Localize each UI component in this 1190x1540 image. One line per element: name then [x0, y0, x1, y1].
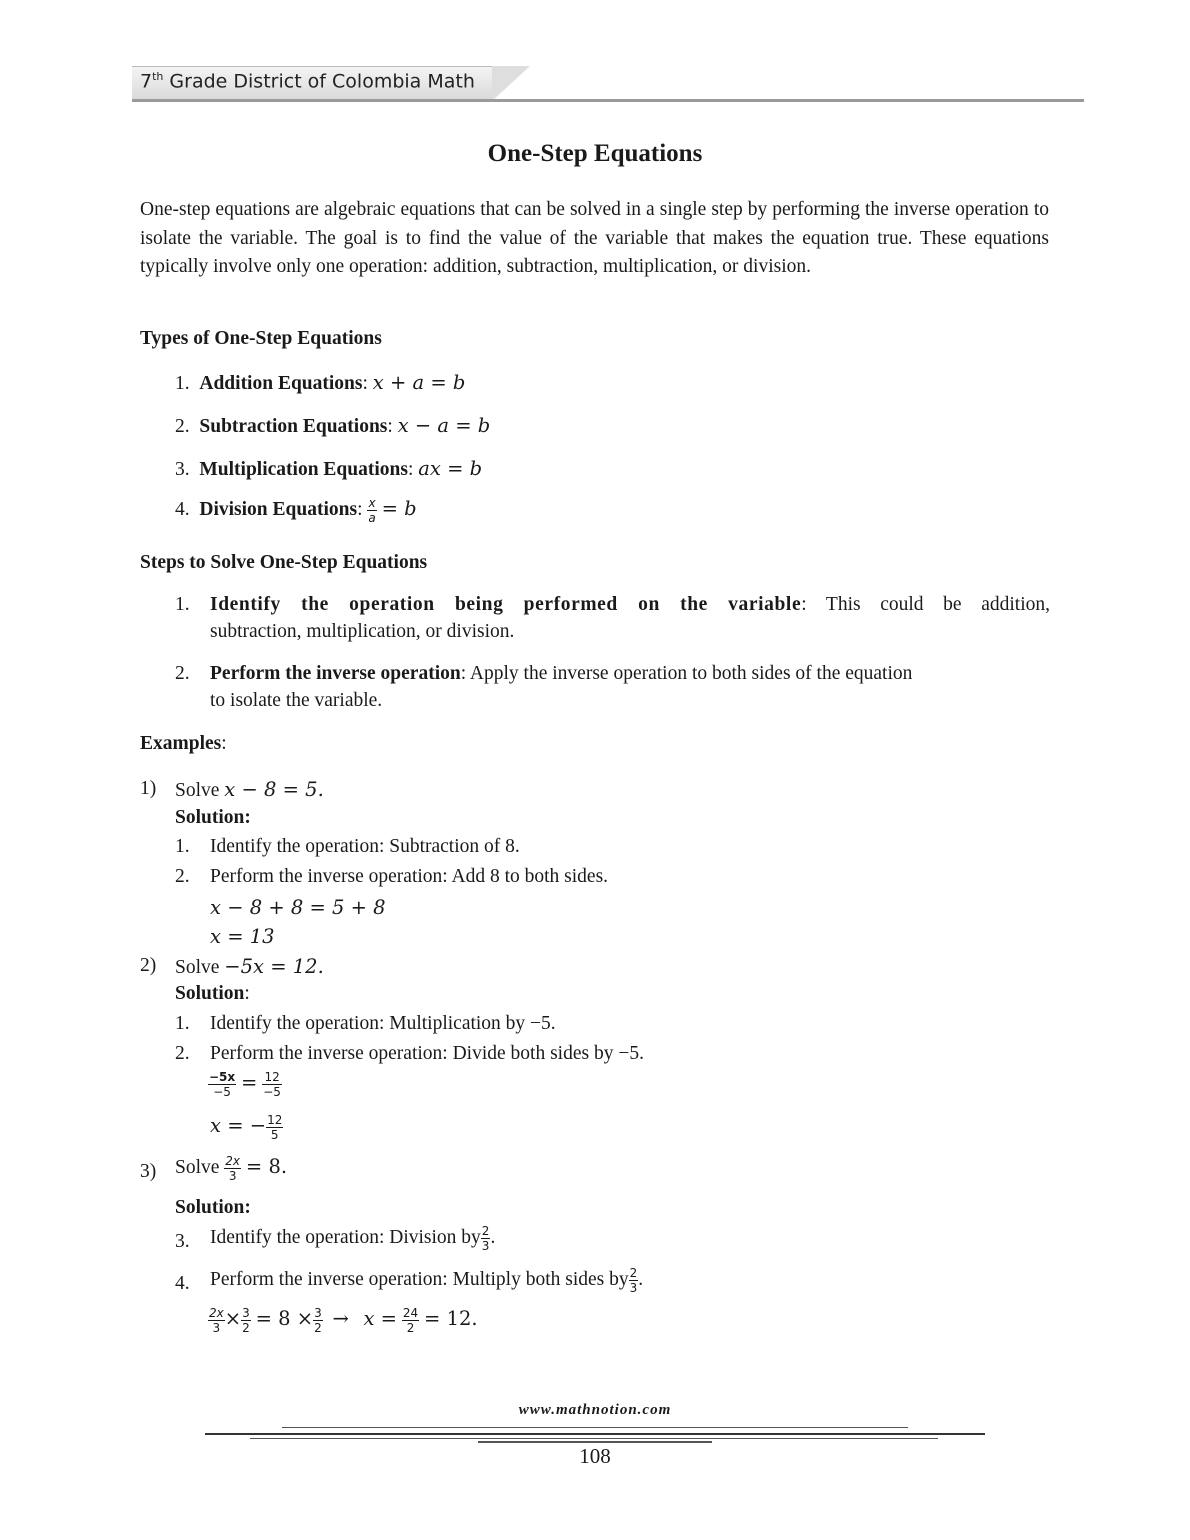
example-1-number: 1): [140, 778, 157, 799]
footer-rule-2: [205, 1433, 985, 1435]
example-3-step-2: Perform the inverse operation: Multiply both sides by $\frac{2}{3}$ .: [210, 1266, 644, 1295]
example-1-step-1-num: 1.: [175, 836, 190, 857]
example-3-work: $\frac{2x}{3}$ × $\frac{3}{2}$ = 8 × $\frac{3}{2}$ → x = $\frac{24}{2}$ = 12.: [209, 1306, 478, 1335]
examples-heading: Examples:: [140, 733, 227, 754]
example-2-solution-label: Solution:: [175, 983, 250, 1004]
example-3-number: 3): [140, 1161, 157, 1182]
example-3-step-1-num: 3.: [175, 1231, 190, 1252]
type-item-division: 4. Division Equations: $\frac{x}{a}$ = b: [175, 496, 417, 525]
type-item-multiplication: 3. Multiplication Equations: ax = b: [175, 457, 483, 480]
example-1-work-2: x = 13: [210, 925, 275, 948]
header-title: 7th Grade District of Colombia Math: [140, 70, 475, 93]
example-2-step-2-num: 2.: [175, 1043, 190, 1064]
types-heading: Types of One-Step Equations: [140, 328, 382, 349]
example-1-step-1: Identify the operation: Subtraction of 8.: [210, 836, 520, 857]
example-1-solution-label: Solution:: [175, 807, 251, 828]
example-2-work-1: $\frac{-5x}{-5}$ = $\frac{12}{-5}$: [209, 1070, 281, 1099]
example-3-step-1: Identify the operation: Division by $\frac{2}{3}$ .: [210, 1224, 496, 1253]
example-1-step-2-num: 2.: [175, 866, 190, 887]
example-2-step-1: Identify the operation: Multiplication by −5.: [210, 1013, 556, 1034]
header-rule: [132, 99, 1084, 102]
header-tab-slant: [492, 66, 530, 101]
step-item-1-num: 1.: [175, 594, 190, 615]
steps-heading: Steps to Solve One-Step Equations: [140, 552, 428, 573]
page-number: 108: [579, 1444, 611, 1468]
footer-rule-3: [250, 1438, 938, 1439]
division-fraction: $\frac{x}{a}$: [368, 496, 376, 525]
step-item-1: Identify the operation being performed on the variable: This could be addition,: [210, 594, 1050, 615]
example-3-step-2-num: 4.: [175, 1273, 190, 1294]
footer-url: www.mathnotion.com: [518, 1402, 672, 1418]
footer-rule-4: [478, 1441, 712, 1443]
page-title: One-Step Equations: [487, 140, 703, 167]
example-2-prompt: Solve −5x = 12.: [175, 955, 324, 978]
step-item-2-cont: to isolate the variable.: [210, 690, 383, 711]
step-item-2-num: 2.: [175, 663, 190, 684]
example-2-step-2: Perform the inverse operation: Divide both sides by −5.: [210, 1043, 644, 1064]
footer-rule-1: [282, 1427, 908, 1428]
example-3-solution-label: Solution:: [175, 1197, 251, 1218]
intro-paragraph: One-step equations are algebraic equations that can be solved in a single step by performing the inverse operation to isolate the variable. The goal is to find the value of the variable that makes the equation true. These equations typically involve only one operation: addition, subtraction, multiplication, or division.: [140, 199, 1049, 278]
example-1-work-1: x − 8 + 8 = 5 + 8: [210, 896, 386, 919]
step-item-1-cont: subtraction, multiplication, or division.: [210, 621, 515, 642]
example-1-step-2: Perform the inverse operation: Add 8 to both sides.: [210, 866, 609, 887]
example-1-prompt: Solve x − 8 = 5.: [175, 778, 324, 801]
step-item-2: Perform the inverse operation: Apply the inverse operation to both sides of the equation: [210, 663, 913, 684]
example-2-step-1-num: 1.: [175, 1013, 190, 1034]
example-2-work-2: x = − $\frac{12}{5}$: [210, 1113, 283, 1142]
type-item-addition: 1. Addition Equations: x + a = b: [175, 371, 466, 394]
example-3-prompt: Solve $\frac{2x}{3}$ = 8.: [175, 1154, 288, 1183]
type-item-subtraction: 2. Subtraction Equations: x − a = b: [175, 414, 491, 437]
example-2-number: 2): [140, 955, 157, 976]
